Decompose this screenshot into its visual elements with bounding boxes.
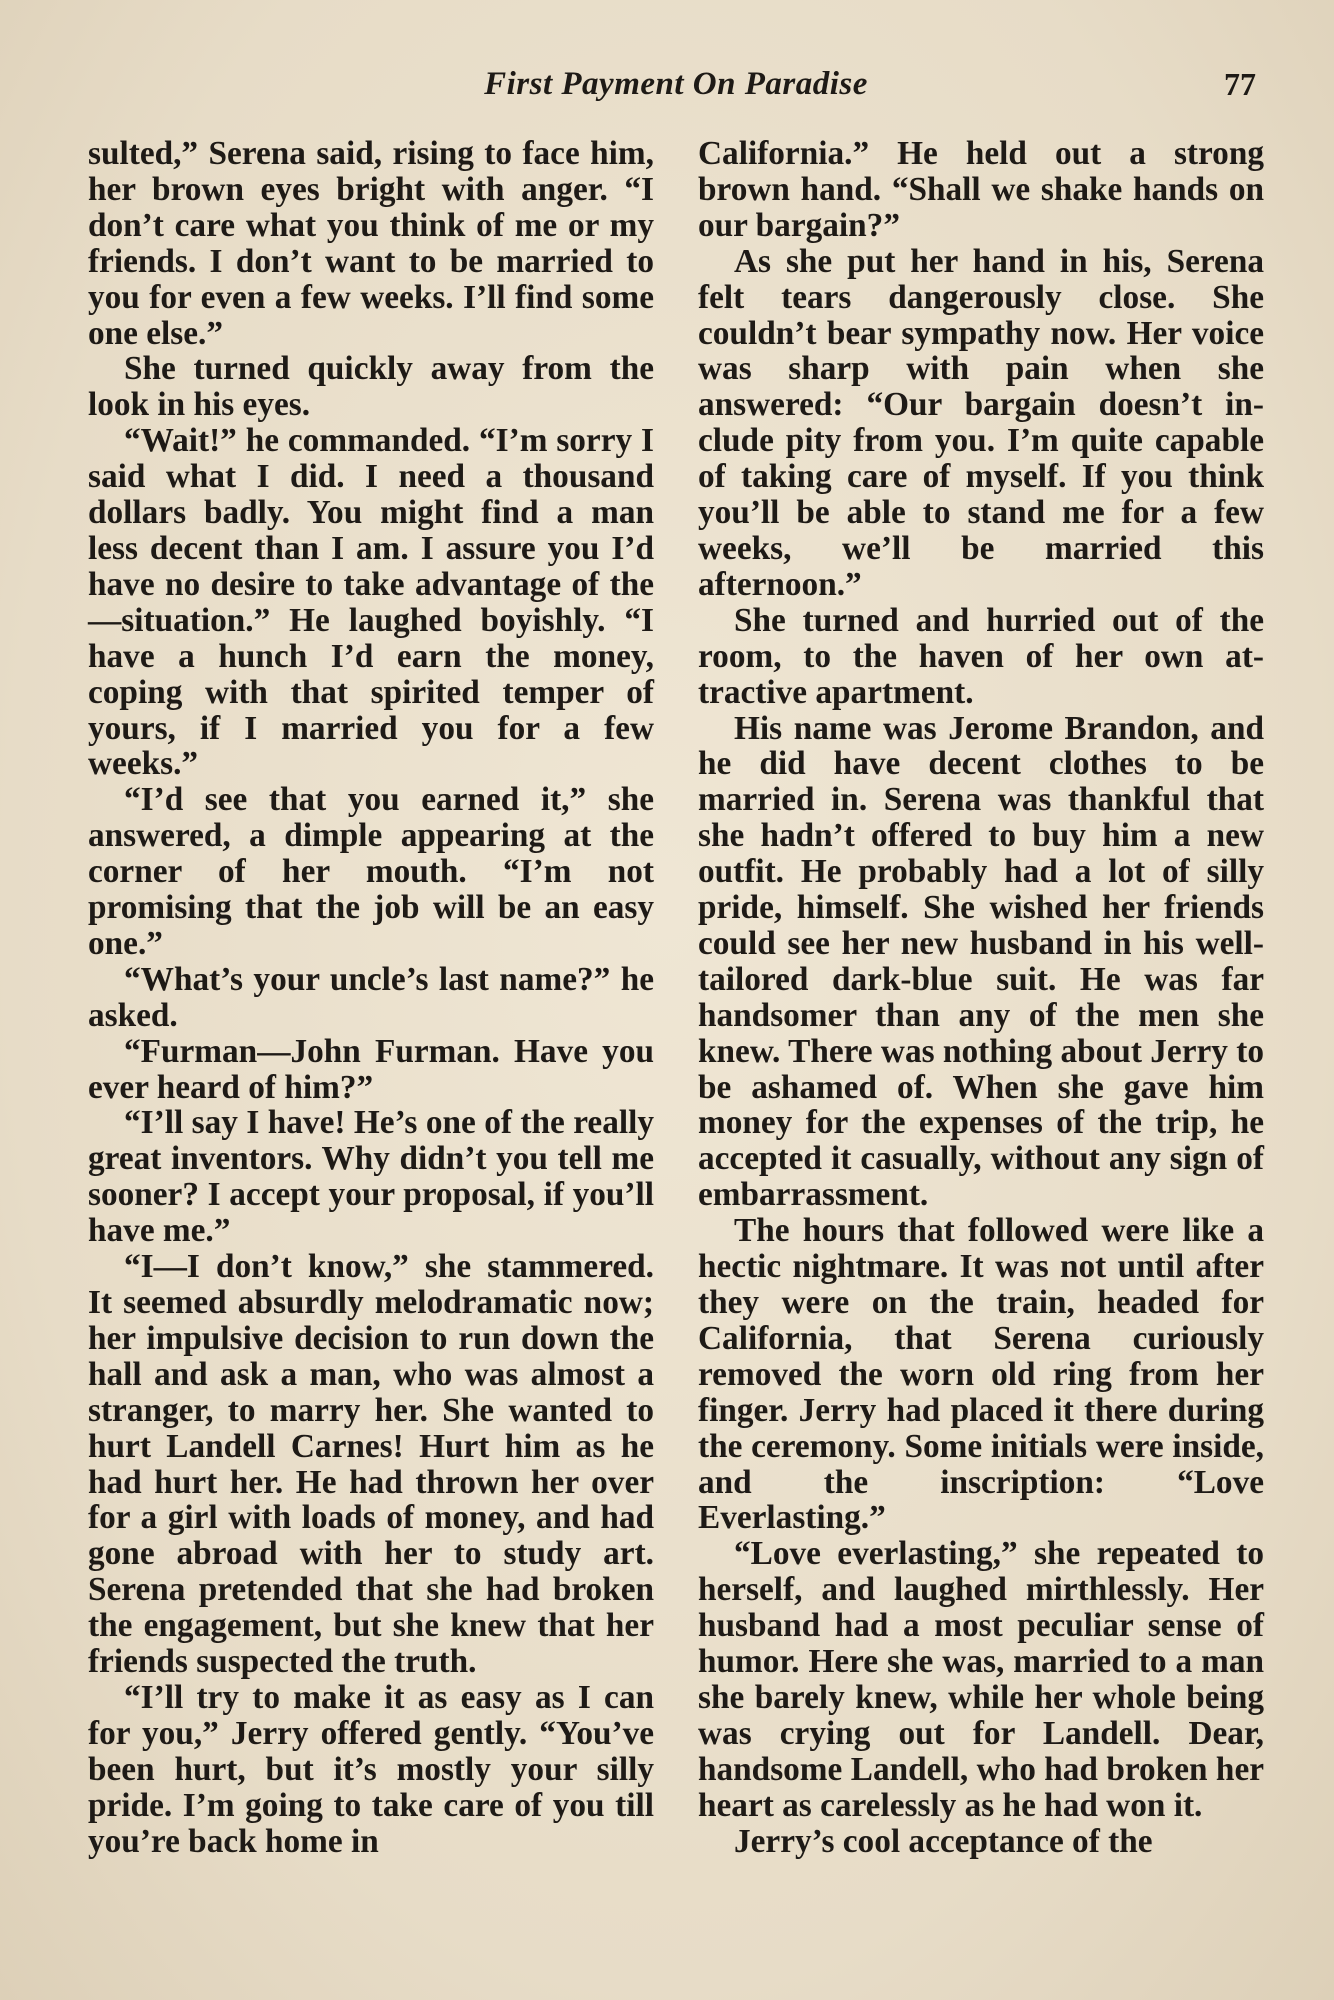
paragraph: sulted,” Serena said, rising to face him, her brown eyes bright with anger. “I don’t care what you think of me or my friends. I don’t want to be married to you for even a few weeks. I’ll find some one else.” [88,135,654,352]
paragraph: She turned and hurried out of the room, to the haven of her own attractive apartment. [698,601,1264,711]
paragraph: The hours that followed were like a hectic nightmare. It was not until after they were on the train, headed for California, that Serena curiously removed the worn old ring from her finger. Jerry had placed it there during the ceremony. Some initials were inside, and the inscription: “Love Everlasting.” [698,1212,1264,1537]
paragraph: Jerry’s cool acceptance of the [734,1822,1153,1860]
paragraph: “I’d see that you earned it,” she answered, a dimple appearing at the corner of her mouth. “I’m not promising that the job will be an easy one.” [88,781,654,962]
paragraph: “I’ll say I have! He’s one of the really great inventors. Why didn’t you tell me sooner? I accept your proposal, if you’ll have me.” [88,1104,654,1250]
paragraph: She turned quickly away from the look in his eyes. [88,350,654,424]
right-column [698,136,1264,1860]
left-column [88,136,654,1860]
paragraph: “I’ll try to make it as easy as I can for you,” Jerry offered gently. “You’ve been hurt, but it’s mostly your silly pride. I’m going to take care of you till you’re back home in [88,1678,654,1860]
running-title: First Payment On Paradise [484,66,868,102]
paragraph: “I—I don’t know,” she stammered. It seemed absurdly melodramatic now; her impulsive decision to run down the hall and ask a man, who was almost a stranger, to marry her. She wanted to hurt Landell Carnes! Hurt him as he had hurt her. He had thrown her over for a girl with loads of money, and had gone abroad with her to study art. Serena pretended that she had broken the engagement, but she knew that her friends suspected the truth. [88,1248,654,1681]
paragraph: His name was Jerome Brandon, and he did have decent clothes to be married in. Serena was thankful that she hadn’t offered to buy him a new outfit. He probably had a lot of silly pride, himself. She wished her friends could see her new husband in his well-tailored dark-blue suit. He was far handsomer than any of the men she knew. There was nothing about Jerry to be ashamed of. When she gave him money for the expenses of the trip, he accepted it casually, without any sign of embarrassment. [698,709,1264,1214]
text-columns [88,136,1264,1860]
paragraph: “Furman—John Furman. Have you ever heard of him?” [88,1032,654,1106]
paragraph: “Wait!” he commanded. “I’m sorry I said what I did. I need a thousand dollars badly. You might find a man less decent than I am. I assure you I’d have no desire to take advantage of the—situation.” He laughed boyishly. “I have a hunch I’d earn the money, coping with that spirited temper of yours, if I married you for a few weeks.” [88,422,654,783]
page-number: 77 [1224,66,1256,102]
paragraph: As she put her hand in his, Serena felt tears dangerously close. She couldn’t bear sympathy now. Her voice was sharp with pain when she answered: “Our bargain doesn’t include pity from you. I’m quite capable of taking care of myself. If you think you’ll be able to stand me for a few weeks, we’ll be married this afternoon.” [698,242,1264,603]
paragraph: “Love everlasting,” she repeated to herself, and laughed mirthlessly. Her husband had a most peculiar sense of humor. Here she was, married to a man she barely knew, while her whole being was crying out for Landell. Dear, handsome Landell, who had broken her heart as carelessly as he had won it. [698,1535,1264,1824]
paragraph: California.” He held out a strong brown hand. “Shall we shake hands on our bargain?” [698,135,1264,244]
page-header [88,66,1264,114]
paragraph: “What’s your uncle’s last name?” he asked. [88,960,654,1034]
